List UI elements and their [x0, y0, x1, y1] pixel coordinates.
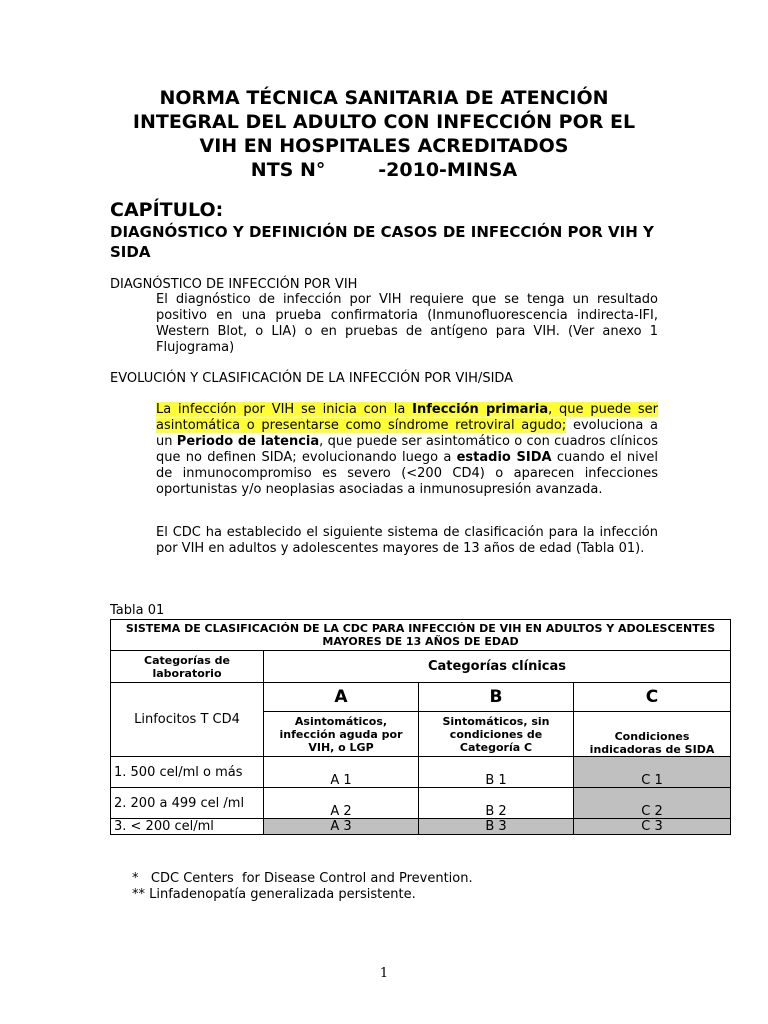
- lab-categories-header: Categorías de laboratorio: [111, 651, 264, 683]
- table-header-row: [111, 651, 731, 683]
- chapter-subtitle: DIAGNÓSTICO Y DEFINICIÓN DE CASOS DE INFECCIÓN POR VIH Y SIDA: [110, 223, 654, 261]
- cd4-row-header: Linfocitos T CD4: [111, 683, 264, 757]
- table-cell-shaded: C 2: [574, 788, 731, 819]
- document-title: [90, 86, 678, 182]
- title-line-3: VIH EN HOSPITALES ACREDITADOS: [199, 135, 569, 157]
- paragraph-cdc: El CDC ha establecido el siguiente sistema de clasificación para la infección por VIH en adultos y adolescentes mayores de 13 años de edad (Tabla 01).: [156, 525, 658, 556]
- table-title: SISTEMA DE CLASIFICACIÓN DE LA CDC PARA INFECCIÓN DE VIH EN ADULTOS Y ADOLESCENTES MAYORES DE 13 AÑOS DE EDAD: [111, 620, 731, 651]
- table-cell-shaded: C 1: [574, 757, 731, 788]
- title-line-1: NORMA TÉCNICA SANITARIA DE ATENCIÓN: [159, 87, 609, 109]
- paragraph-diagnosis: El diagnóstico de infección por VIH requiere que se tenga un resultado positivo en una prueba confirmatoria (Inmunofluorescencia indirecta-IFI, Western Blot, o LIA) o en pruebas de antígeno para VIH. (Ver anexo 1 Flujograma): [156, 292, 658, 355]
- section-heading-evolution: EVOLUCIÓN Y CLASIFICACIÓN DE LA INFECCIÓN POR VIH/SIDA: [110, 371, 514, 386]
- table-cell-shaded: C 3: [574, 819, 731, 835]
- highlighted-text: La infección por VIH se inicia con la Infección primaria, que puede ser asintomática o presentarse como síndrome retroviral agudo;: [156, 402, 658, 433]
- table-cell: B 2: [419, 788, 574, 819]
- table-label: Tabla 01: [110, 603, 165, 618]
- section-heading-diagnosis: DIAGNÓSTICO DE INFECCIÓN POR VIH: [110, 277, 358, 292]
- cdc-classification-table: [110, 619, 731, 835]
- table-row: [111, 757, 731, 788]
- table-cell-shaded: A 3: [264, 819, 419, 835]
- table-cell: A 1: [264, 757, 419, 788]
- chapter-heading: CAPÍTULO:: [110, 199, 224, 221]
- category-letter-row: [111, 683, 731, 712]
- row-label: 1. 500 cel/ml o más: [111, 757, 264, 788]
- table-cell: A 2: [264, 788, 419, 819]
- category-a-letter: A: [264, 683, 419, 712]
- category-c-description: Condiciones indicadoras de SIDA: [574, 712, 731, 757]
- clinical-categories-header: Categorías clínicas: [264, 651, 731, 683]
- category-b-letter: B: [419, 683, 574, 712]
- page-number: 1: [379, 966, 389, 981]
- paragraph-evolution: La infección por VIH se inicia con la Infección primaria, que puede ser asintomática o presentarse como síndrome retroviral agudo; evoluciona a un Periodo de latencia, que puede ser asintomático o con cuadros clínicos que no definen SIDA; evolucionando luego a estadio SIDA cuando el nivel de inmunocompromiso es severo (<200 CD4) o aparecen infecciones oportunistas y/o neoplasias asociadas a inmunosupresión avanzada.: [156, 402, 659, 497]
- footnote-lgp: ** Linfadenopatía generalizada persistente.: [132, 887, 416, 902]
- title-line-4: NTS N° -2010-MINSA: [250, 159, 518, 181]
- category-a-description: Asintomáticos, infección aguda por VIH, o LGP: [264, 712, 419, 757]
- table-title-row: [111, 620, 731, 651]
- footnote-cdc: * CDC Centers for Disease Control and Prevention.: [132, 871, 473, 886]
- table-row: [111, 819, 731, 835]
- table-row: [111, 788, 731, 819]
- title-line-2: INTEGRAL DEL ADULTO CON INFECCIÓN POR EL: [132, 111, 636, 133]
- category-b-description: Sintomáticos, sin condiciones de Categoría C: [419, 712, 574, 757]
- table-cell-shaded: B 3: [419, 819, 574, 835]
- row-label: 2. 200 a 499 cel /ml: [111, 788, 264, 819]
- category-c-letter: C: [574, 683, 731, 712]
- table-cell: B 1: [419, 757, 574, 788]
- row-label: 3. < 200 cel/ml: [111, 819, 264, 835]
